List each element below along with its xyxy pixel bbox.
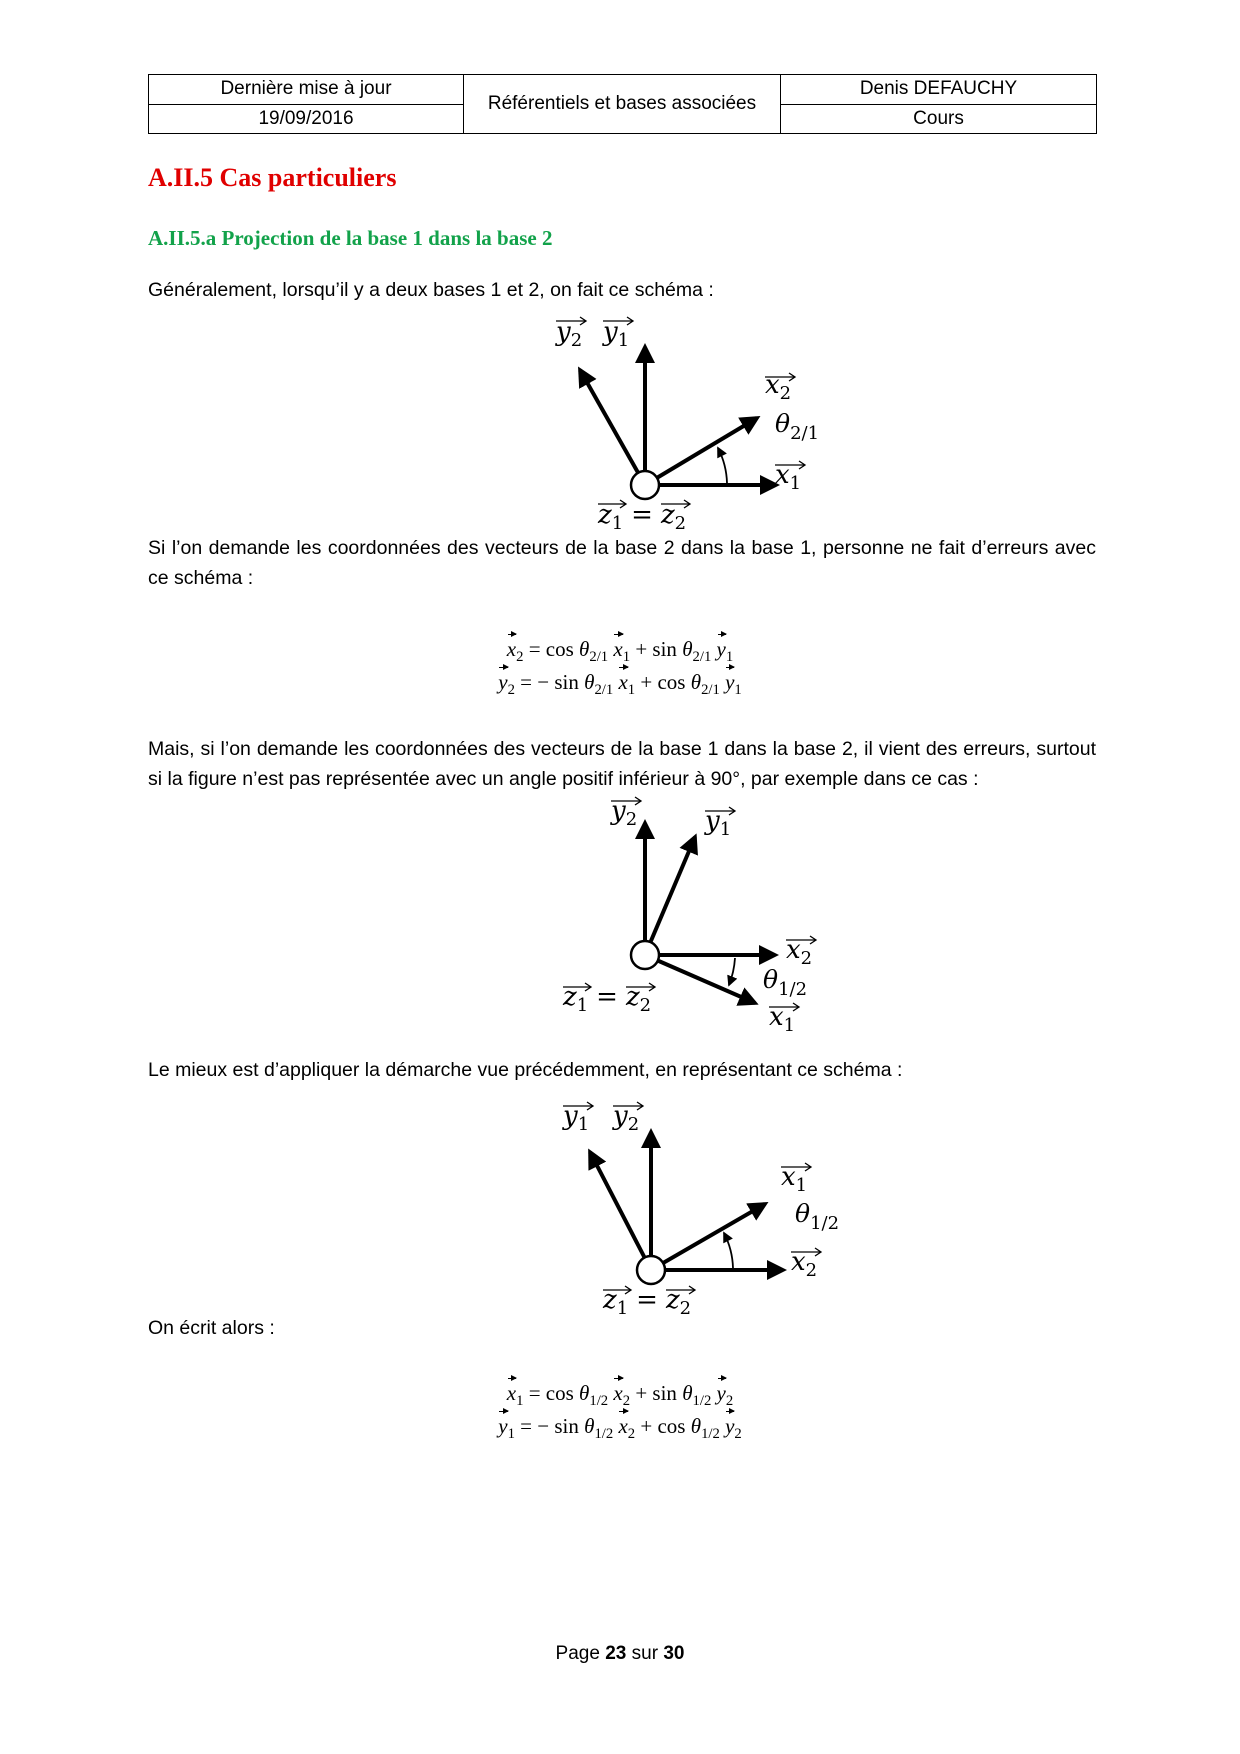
paragraph-better-approach: Le mieux est d’appliquer la démarche vue précédemment, en représentant ce schéma : [148,1059,903,1081]
document-type: Cours [781,104,1097,134]
label-top-right-2: $y_1$ [705,806,732,840]
label-bottom-right-1: $x_1$ [775,460,802,494]
paragraph-conclusion: On écrit alors : [148,1317,275,1339]
paragraph-intro: Généralement, lorsqu’il y a deux bases 1 et 2, on fait ce schéma : [148,279,714,301]
label-z-1: $z_1 = z_2$ [598,500,687,534]
page-total: 30 [663,1643,685,1664]
axes-2 [631,823,775,1003]
subsection-title: A.II.5.a Projection de la base 1 dans la base 2 [148,226,553,250]
of-label: sur [631,1643,659,1664]
diagram-bases-3 [545,1100,865,1325]
label-angle-1: $\theta_{2/1}$ [775,409,820,444]
label-z-2: $z_1 = z_2$ [563,982,652,1016]
label-angle-3: $\theta_{1/2}$ [795,1199,840,1234]
document-title: Référentiels et bases associées [464,75,781,134]
updated-date: 19/09/2016 [149,104,464,134]
header-table [148,74,1097,134]
page-label: Page [555,1643,600,1664]
updated-label: Dernière mise à jour [149,75,464,105]
paragraph-base2-in-base1: Si l’on demande les coordonnées des vecteurs de la base 2 dans la base 1, personne ne fait d’erreurs avec ce schéma : [148,537,1096,589]
section-title: A.II.5 Cas particuliers [148,163,397,192]
label-mid-2: $x_2$ [786,935,813,969]
equation-y2: $y_2$ = − $\sin \theta_{2/1}$ $x_1 + \cos \theta_{2/1}$ $y_1$ [0,665,1240,705]
label-top-right-1: $y_1$ [603,317,630,351]
label-bottom-right-3: $x_2$ [791,1247,818,1281]
page-number: 23 [605,1643,627,1664]
label-mid-1: $x_2$ [765,370,792,404]
label-z-3: $z_1 = z_2$ [603,1285,692,1319]
paragraph-base1-in-base2: Mais, si l’on demande les coordonnées des vecteurs de la base 1 dans la base 2, il vient des erreurs, surtout si la figure n’est pas représentée avec un angle positif inférieur à 90°, par exemple dans ce cas : [148,738,1096,790]
label-bottom-right-2: $x_1$ [769,1002,796,1036]
author-name: Denis DEFAUCHY [781,75,1097,105]
label-angle-2: $\theta_{1/2}$ [763,965,808,1000]
axes-3 [590,1132,783,1284]
diagram-bases-2 [555,795,845,1040]
label-top-right-3: $y_2$ [613,1101,640,1135]
equation-y1: $y_1$ = − $\sin \theta_{1/2}$ $x_2 + \cos \theta_{1/2}$ $y_2$ [0,1409,1240,1449]
diagram-bases-1 [540,305,860,535]
page-footer [0,1643,1240,1665]
label-top-left-3: $y_1$ [563,1101,590,1135]
equation-x1: $x_1 = \cos \theta_{1/2}$ $x_2 + \sin \theta_{1/2}$ $y_2$ [0,1376,1240,1416]
axes-1 [580,347,776,499]
label-top-left-2: $y_2$ [611,796,638,830]
equation-x2: $x_2 = \cos \theta_{2/1}$ $x_1 + \sin \theta_{2/1}$ $y_1$ [0,632,1240,672]
label-mid-3: $x_1$ [781,1162,808,1196]
label-top-left-1: $y_2$ [556,317,583,351]
